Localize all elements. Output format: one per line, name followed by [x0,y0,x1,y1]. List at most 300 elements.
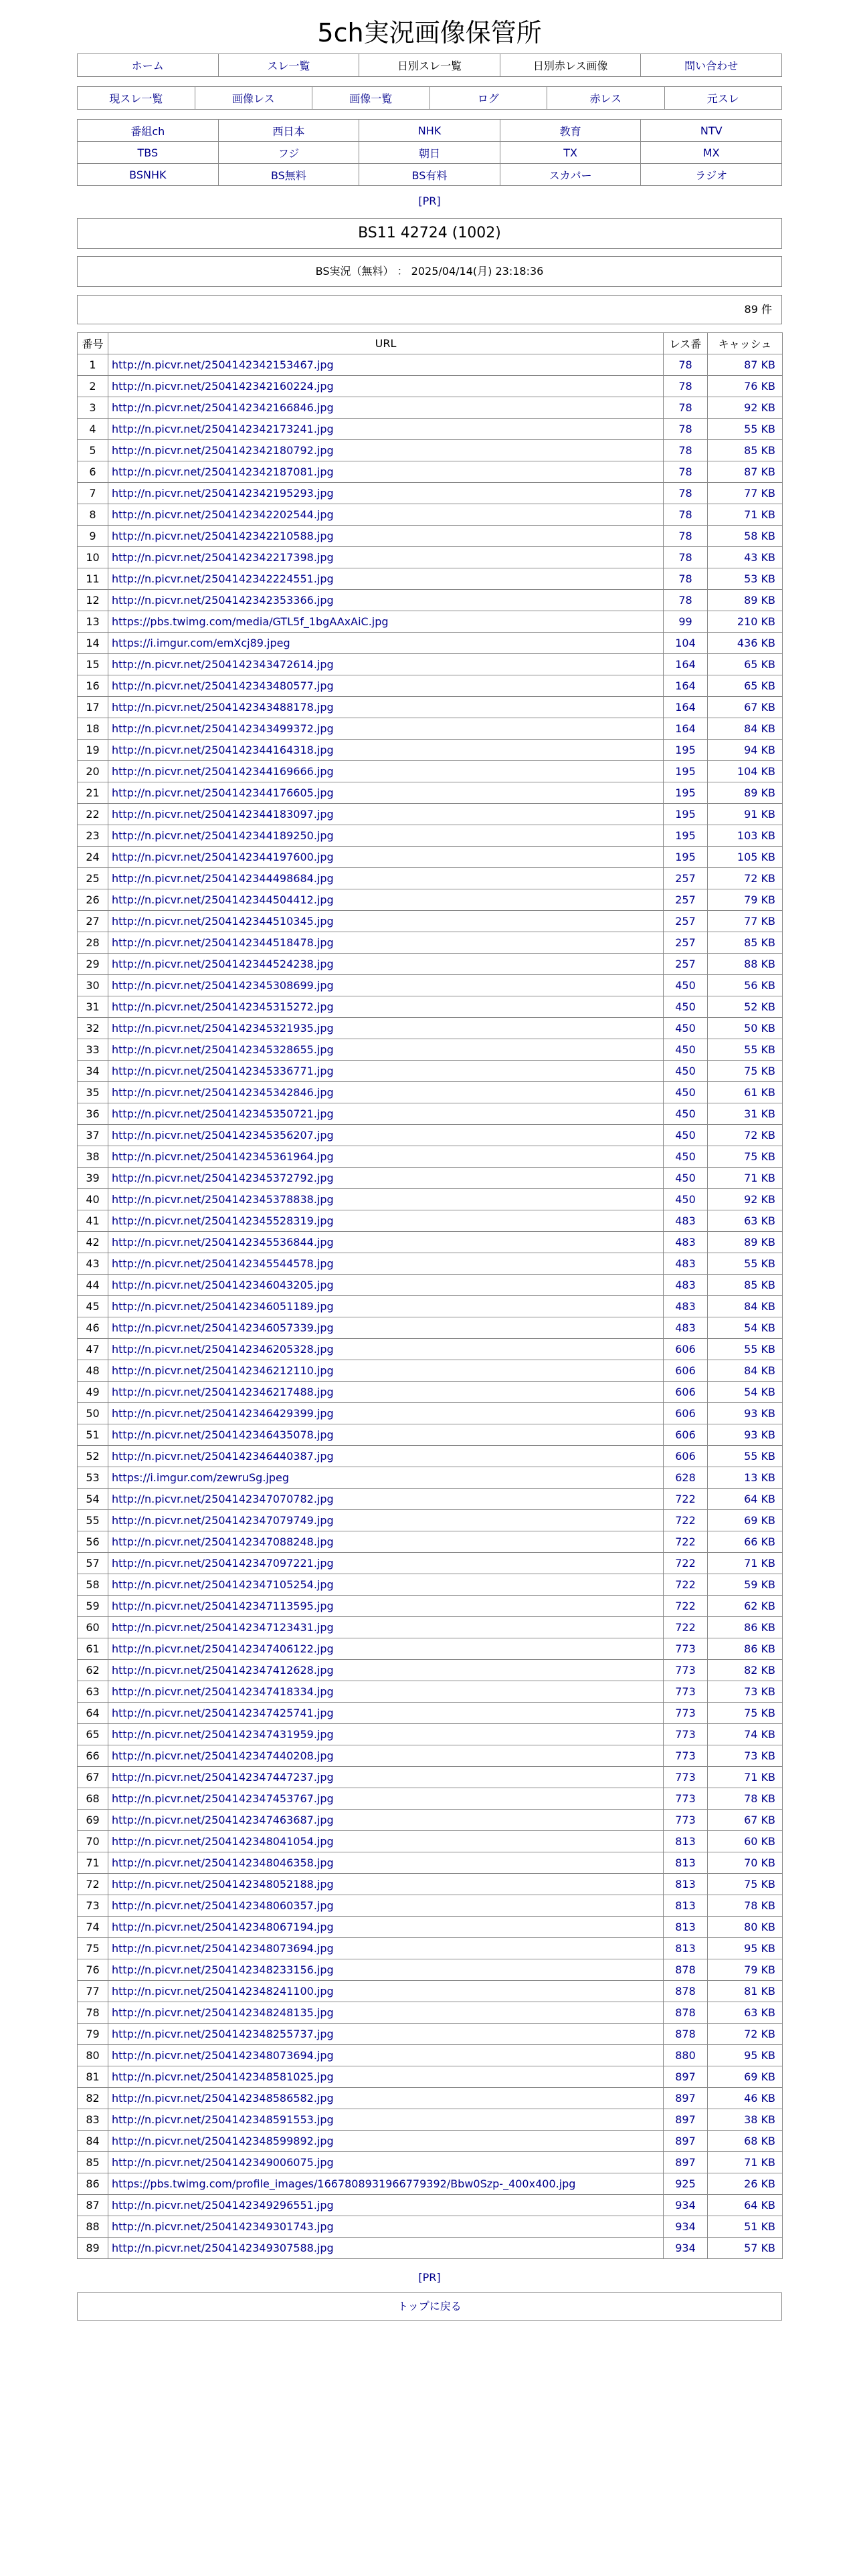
cache-link[interactable]: 82 KB [744,1664,775,1677]
image-url-link[interactable]: http://n.picvr.net/2504142343480577.jpg [112,679,334,692]
image-url-link[interactable]: http://n.picvr.net/2504142344504412.jpg [112,893,334,906]
primary-nav-link[interactable]: スレ一覧 [267,60,310,72]
image-url-link[interactable]: http://n.picvr.net/2504142345528319.jpg [112,1214,334,1227]
cache-link[interactable]: 52 KB [744,1000,775,1013]
image-url-link[interactable]: http://n.picvr.net/2504142345315272.jpg [112,1000,334,1013]
res-number-link[interactable]: 813 [675,1835,696,1848]
res-number-link[interactable]: 722 [675,1535,696,1548]
cache-link[interactable]: 54 KB [744,1321,775,1334]
cache-link[interactable]: 81 KB [744,1985,775,1998]
res-number-link[interactable]: 880 [675,2049,696,2062]
res-number-link[interactable]: 606 [675,1407,696,1420]
cache-link[interactable]: 55 KB [744,423,775,435]
image-url-link[interactable]: http://n.picvr.net/2504142346435078.jpg [112,1428,334,1441]
image-url-link[interactable]: http://n.picvr.net/2504142347463687.jpg [112,1814,334,1826]
image-url-link[interactable]: http://n.picvr.net/2504142348046358.jpg [112,1856,334,1869]
image-url-link[interactable]: http://n.picvr.net/2504142348581025.jpg [112,2070,334,2083]
image-url-link[interactable]: http://n.picvr.net/2504142348052188.jpg [112,1878,334,1891]
primary-nav-cell[interactable] [78,54,219,77]
cache-link[interactable]: 87 KB [744,358,775,371]
image-url-link[interactable]: http://n.picvr.net/2504142349006075.jpg [112,2156,334,2169]
res-number-link[interactable]: 78 [678,380,692,393]
res-number-link[interactable]: 78 [678,358,692,371]
res-number-link[interactable]: 78 [678,530,692,542]
cache-link[interactable]: 89 KB [744,786,775,799]
res-number-link[interactable]: 450 [675,1043,696,1056]
cache-link[interactable]: 67 KB [744,701,775,714]
channel-cell[interactable] [641,120,782,142]
res-number-link[interactable]: 773 [675,1664,696,1677]
cache-link[interactable]: 55 KB [744,1257,775,1270]
cache-link[interactable]: 65 KB [744,658,775,671]
image-url-link[interactable]: http://n.picvr.net/2504142347406122.jpg [112,1642,334,1655]
channel-link[interactable]: ラジオ [695,169,728,182]
res-number-link[interactable]: 164 [675,701,696,714]
image-url-link[interactable]: https://pbs.twimg.com/profile_images/1667808931966779392/Bbw0Szp-_400x400.jpg [112,2177,576,2190]
channel-cell[interactable] [641,164,782,186]
cache-link[interactable]: 55 KB [744,1450,775,1463]
cache-link[interactable]: 67 KB [744,1814,775,1826]
cache-link[interactable]: 86 KB [744,1642,775,1655]
res-number-link[interactable]: 78 [678,551,692,564]
image-url-link[interactable]: http://n.picvr.net/2504142342187081.jpg [112,465,334,478]
cache-link[interactable]: 210 KB [737,615,775,628]
res-number-link[interactable]: 450 [675,1129,696,1142]
res-number-link[interactable]: 483 [675,1236,696,1249]
image-url-link[interactable]: https://pbs.twimg.com/media/GTL5f_1bgAAxAiC.jpg [112,615,389,628]
secondary-nav-link[interactable]: 画像レス [231,92,275,105]
cache-link[interactable]: 75 KB [744,1150,775,1163]
res-number-link[interactable]: 78 [678,465,692,478]
res-number-link[interactable]: 628 [675,1471,696,1484]
res-number-link[interactable]: 813 [675,1878,696,1891]
cache-link[interactable]: 69 KB [744,1514,775,1527]
res-number-link[interactable]: 78 [678,487,692,500]
image-url-link[interactable]: http://n.picvr.net/2504142348067194.jpg [112,1921,334,1933]
image-url-link[interactable]: http://n.picvr.net/2504142342153467.jpg [112,358,334,371]
cache-link[interactable]: 71 KB [744,1172,775,1184]
image-url-link[interactable]: http://n.picvr.net/2504142347412628.jpg [112,1664,334,1677]
cache-link[interactable]: 95 KB [744,1942,775,1955]
res-number-link[interactable]: 878 [675,1963,696,1976]
cache-link[interactable]: 63 KB [744,1214,775,1227]
cache-link[interactable]: 75 KB [744,1065,775,1077]
primary-nav-link[interactable]: ホーム [131,60,164,72]
channel-link[interactable]: MX [702,146,720,159]
res-number-link[interactable]: 104 [675,637,696,649]
image-url-link[interactable]: http://n.picvr.net/2504142345321935.jpg [112,1022,334,1035]
cache-link[interactable]: 80 KB [744,1921,775,1933]
res-number-link[interactable]: 450 [675,1150,696,1163]
image-url-link[interactable]: https://i.imgur.com/emXcj89.jpeg [112,637,290,649]
cache-link[interactable]: 77 KB [744,487,775,500]
channel-link[interactable]: BS有料 [411,169,448,182]
cache-link[interactable]: 59 KB [744,1578,775,1591]
image-url-link[interactable]: http://n.picvr.net/2504142347113595.jpg [112,1600,334,1612]
cache-link[interactable]: 105 KB [737,851,775,863]
image-url-link[interactable]: http://n.picvr.net/2504142347431959.jpg [112,1728,334,1741]
secondary-nav-link[interactable]: 画像一覧 [349,92,393,105]
image-url-link[interactable]: http://n.picvr.net/2504142345336771.jpg [112,1065,334,1077]
image-url-link[interactable]: http://n.picvr.net/2504142347079749.jpg [112,1514,334,1527]
image-url-link[interactable]: http://n.picvr.net/2504142342180792.jpg [112,444,334,457]
secondary-nav-link[interactable]: ログ [477,92,499,105]
image-url-link[interactable]: http://n.picvr.net/2504142347123431.jpg [112,1621,334,1634]
cache-link[interactable]: 58 KB [744,530,775,542]
cache-link[interactable]: 75 KB [744,1707,775,1719]
res-number-link[interactable]: 934 [675,2220,696,2233]
cache-link[interactable]: 72 KB [744,1129,775,1142]
cache-link[interactable]: 64 KB [744,1493,775,1505]
image-url-link[interactable]: http://n.picvr.net/2504142347425741.jpg [112,1707,334,1719]
res-number-link[interactable]: 773 [675,1707,696,1719]
image-url-link[interactable]: http://n.picvr.net/2504142346043205.jpg [112,1279,334,1291]
channel-link[interactable]: BSNHK [129,168,167,181]
channel-cell[interactable] [641,142,782,164]
cache-link[interactable]: 84 KB [744,1364,775,1377]
image-url-link[interactable]: http://n.picvr.net/2504142348586582.jpg [112,2092,334,2105]
res-number-link[interactable]: 450 [675,1172,696,1184]
channel-link[interactable]: TX [563,146,577,159]
res-number-link[interactable]: 773 [675,1728,696,1741]
cache-link[interactable]: 86 KB [744,1621,775,1634]
res-number-link[interactable]: 722 [675,1578,696,1591]
footer-pr-link[interactable]: [PR] [418,2271,441,2284]
cache-link[interactable]: 74 KB [744,1728,775,1741]
cache-link[interactable]: 65 KB [744,679,775,692]
cache-link[interactable]: 71 KB [744,2156,775,2169]
channel-cell[interactable] [359,142,500,164]
primary-nav-link[interactable]: 問い合わせ [684,60,739,72]
channel-cell[interactable] [218,120,359,142]
image-url-link[interactable]: http://n.picvr.net/2504142346051189.jpg [112,1300,334,1313]
cache-link[interactable]: 68 KB [744,2135,775,2147]
image-url-link[interactable]: http://n.picvr.net/2504142349301743.jpg [112,2220,334,2233]
cache-link[interactable]: 76 KB [744,380,775,393]
cache-link[interactable]: 84 KB [744,722,775,735]
image-url-link[interactable]: http://n.picvr.net/2504142345308699.jpg [112,979,334,992]
primary-nav-cell[interactable] [641,54,782,77]
res-number-link[interactable]: 195 [675,851,696,863]
res-number-link[interactable]: 78 [678,401,692,414]
image-url-link[interactable]: http://n.picvr.net/2504142342224551.jpg [112,572,334,585]
cache-link[interactable]: 87 KB [744,465,775,478]
res-number-link[interactable]: 78 [678,508,692,521]
res-number-link[interactable]: 78 [678,444,692,457]
res-number-link[interactable]: 813 [675,1921,696,1933]
image-url-link[interactable]: http://n.picvr.net/2504142347097221.jpg [112,1557,334,1570]
channel-link[interactable]: 西日本 [272,124,305,138]
cache-link[interactable]: 73 KB [744,1685,775,1698]
res-number-link[interactable]: 78 [678,423,692,435]
cache-link[interactable]: 66 KB [744,1535,775,1548]
image-url-link[interactable]: http://n.picvr.net/2504142346205328.jpg [112,1343,334,1356]
channel-cell[interactable] [78,164,219,186]
cache-link[interactable]: 91 KB [744,808,775,821]
secondary-nav-cell[interactable] [78,87,195,110]
cache-link[interactable]: 78 KB [744,1899,775,1912]
res-number-link[interactable]: 164 [675,658,696,671]
image-url-link[interactable]: http://n.picvr.net/2504142342353366.jpg [112,594,334,607]
secondary-nav-cell[interactable] [312,87,430,110]
res-number-link[interactable]: 934 [675,2199,696,2212]
res-number-link[interactable]: 78 [678,572,692,585]
res-number-link[interactable]: 897 [675,2135,696,2147]
res-number-link[interactable]: 257 [675,872,696,885]
image-url-link[interactable]: http://n.picvr.net/2504142347418334.jpg [112,1685,334,1698]
res-number-link[interactable]: 934 [675,2242,696,2254]
res-number-link[interactable]: 450 [675,1193,696,1206]
channel-cell[interactable] [500,120,641,142]
cache-link[interactable]: 93 KB [744,1407,775,1420]
image-url-link[interactable]: http://n.picvr.net/2504142348041054.jpg [112,1835,334,1848]
primary-nav-cell[interactable] [218,54,359,77]
res-number-link[interactable]: 878 [675,2028,696,2040]
res-number-link[interactable]: 897 [675,2156,696,2169]
image-url-link[interactable]: http://n.picvr.net/2504142345342846.jpg [112,1086,334,1099]
res-number-link[interactable]: 483 [675,1257,696,1270]
image-url-link[interactable]: http://n.picvr.net/2504142347453767.jpg [112,1792,334,1805]
image-url-link[interactable]: http://n.picvr.net/2504142344197600.jpg [112,851,334,863]
cache-link[interactable]: 79 KB [744,1963,775,1976]
cache-link[interactable]: 77 KB [744,915,775,928]
image-url-link[interactable]: http://n.picvr.net/2504142348073694.jpg [112,1942,334,1955]
image-url-link[interactable]: http://n.picvr.net/2504142348255737.jpg [112,2028,334,2040]
image-url-link[interactable]: http://n.picvr.net/2504142345544578.jpg [112,1257,334,1270]
image-url-link[interactable]: http://n.picvr.net/2504142347440208.jpg [112,1749,334,1762]
res-number-link[interactable]: 195 [675,765,696,778]
cache-link[interactable]: 64 KB [744,2199,775,2212]
cache-link[interactable]: 88 KB [744,958,775,970]
res-number-link[interactable]: 164 [675,679,696,692]
image-url-link[interactable]: http://n.picvr.net/2504142342173241.jpg [112,423,334,435]
image-url-link[interactable]: http://n.picvr.net/2504142343488178.jpg [112,701,334,714]
channel-cell[interactable] [218,142,359,164]
res-number-link[interactable]: 722 [675,1600,696,1612]
image-url-link[interactable]: http://n.picvr.net/2504142347105254.jpg [112,1578,334,1591]
image-url-link[interactable]: http://n.picvr.net/2504142342210588.jpg [112,530,334,542]
res-number-link[interactable]: 483 [675,1321,696,1334]
channel-link[interactable]: NHK [417,124,442,137]
image-url-link[interactable]: http://n.picvr.net/2504142346440387.jpg [112,1450,334,1463]
res-number-link[interactable]: 878 [675,1985,696,1998]
channel-cell[interactable] [218,164,359,186]
image-url-link[interactable]: http://n.picvr.net/2504142347088248.jpg [112,1535,334,1548]
secondary-nav-cell[interactable] [547,87,665,110]
res-number-link[interactable]: 773 [675,1792,696,1805]
channel-cell[interactable] [500,164,641,186]
cache-link[interactable]: 61 KB [744,1086,775,1099]
channel-cell[interactable] [500,142,641,164]
cache-link[interactable]: 85 KB [744,1279,775,1291]
res-number-link[interactable]: 164 [675,722,696,735]
res-number-link[interactable]: 195 [675,744,696,756]
image-url-link[interactable]: http://n.picvr.net/2504142343472614.jpg [112,658,334,671]
cache-link[interactable]: 72 KB [744,872,775,885]
res-number-link[interactable]: 897 [675,2092,696,2105]
image-url-link[interactable]: http://n.picvr.net/2504142345361964.jpg [112,1150,334,1163]
channel-link[interactable]: フジ [278,146,300,160]
res-number-link[interactable]: 606 [675,1386,696,1398]
res-number-link[interactable]: 257 [675,936,696,949]
res-number-link[interactable]: 257 [675,958,696,970]
image-url-link[interactable]: http://n.picvr.net/2504142348060357.jpg [112,1899,334,1912]
cache-link[interactable]: 85 KB [744,444,775,457]
cache-link[interactable]: 79 KB [744,893,775,906]
image-url-link[interactable]: http://n.picvr.net/2504142342217398.jpg [112,551,334,564]
cache-link[interactable]: 75 KB [744,1878,775,1891]
image-url-link[interactable]: http://n.picvr.net/2504142348233156.jpg [112,1963,334,1976]
image-url-link[interactable]: http://n.picvr.net/2504142345350721.jpg [112,1107,334,1120]
image-url-link[interactable]: http://n.picvr.net/2504142342160224.jpg [112,380,334,393]
cache-link[interactable]: 13 KB [744,1471,775,1484]
res-number-link[interactable]: 257 [675,915,696,928]
image-url-link[interactable]: http://n.picvr.net/2504142344183097.jpg [112,808,334,821]
image-url-link[interactable]: http://n.picvr.net/2504142347070782.jpg [112,1493,334,1505]
cache-link[interactable]: 95 KB [744,2049,775,2062]
res-number-link[interactable]: 99 [678,615,692,628]
res-number-link[interactable]: 483 [675,1279,696,1291]
cache-link[interactable]: 72 KB [744,2028,775,2040]
image-url-link[interactable]: http://n.picvr.net/2504142346212110.jpg [112,1364,334,1377]
res-number-link[interactable]: 450 [675,1086,696,1099]
secondary-nav-link[interactable]: 赤レス [589,92,622,105]
cache-link[interactable]: 89 KB [744,1236,775,1249]
image-url-link[interactable]: http://n.picvr.net/2504142345378838.jpg [112,1193,334,1206]
res-number-link[interactable]: 773 [675,1749,696,1762]
image-url-link[interactable]: http://n.picvr.net/2504142344510345.jpg [112,915,334,928]
cache-link[interactable]: 51 KB [744,2220,775,2233]
image-url-link[interactable]: http://n.picvr.net/2504142344169666.jpg [112,765,334,778]
res-number-link[interactable]: 195 [675,829,696,842]
res-number-link[interactable]: 257 [675,893,696,906]
res-number-link[interactable]: 813 [675,1942,696,1955]
cache-link[interactable]: 93 KB [744,1428,775,1441]
res-number-link[interactable]: 606 [675,1364,696,1377]
res-number-link[interactable]: 722 [675,1557,696,1570]
channel-link[interactable]: NTV [700,124,723,137]
cache-link[interactable]: 73 KB [744,1749,775,1762]
res-number-link[interactable]: 606 [675,1428,696,1441]
res-number-link[interactable]: 450 [675,1000,696,1013]
res-number-link[interactable]: 722 [675,1514,696,1527]
cache-link[interactable]: 56 KB [744,979,775,992]
image-url-link[interactable]: http://n.picvr.net/2504142348241100.jpg [112,1985,334,1998]
res-number-link[interactable]: 195 [675,808,696,821]
res-number-link[interactable]: 195 [675,786,696,799]
cache-link[interactable]: 55 KB [744,1343,775,1356]
res-number-link[interactable]: 878 [675,2006,696,2019]
image-url-link[interactable]: http://n.picvr.net/2504142344524238.jpg [112,958,334,970]
cache-link[interactable]: 94 KB [744,744,775,756]
cache-link[interactable]: 89 KB [744,594,775,607]
image-url-link[interactable]: http://n.picvr.net/2504142346217488.jpg [112,1386,334,1398]
image-url-link[interactable]: http://n.picvr.net/2504142344189250.jpg [112,829,334,842]
channel-cell[interactable] [359,120,500,142]
image-url-link[interactable]: http://n.picvr.net/2504142348599892.jpg [112,2135,334,2147]
image-url-link[interactable]: http://n.picvr.net/2504142345328655.jpg [112,1043,334,1056]
cache-link[interactable]: 26 KB [744,2177,775,2190]
cache-link[interactable]: 38 KB [744,2113,775,2126]
cache-link[interactable]: 71 KB [744,1557,775,1570]
image-url-link[interactable]: http://n.picvr.net/2504142349296551.jpg [112,2199,334,2212]
image-url-link[interactable]: http://n.picvr.net/2504142348073694.jpg [112,2049,334,2062]
res-number-link[interactable]: 722 [675,1621,696,1634]
res-number-link[interactable]: 606 [675,1450,696,1463]
image-url-link[interactable]: https://i.imgur.com/zewruSg.jpeg [112,1471,290,1484]
cache-link[interactable]: 63 KB [744,2006,775,2019]
res-number-link[interactable]: 450 [675,1065,696,1077]
cache-link[interactable]: 436 KB [737,637,775,649]
cache-link[interactable]: 92 KB [744,1193,775,1206]
cache-link[interactable]: 62 KB [744,1600,775,1612]
cache-link[interactable]: 53 KB [744,572,775,585]
cache-link[interactable]: 78 KB [744,1792,775,1805]
res-number-link[interactable]: 773 [675,1642,696,1655]
channel-link[interactable]: 教育 [559,124,581,138]
secondary-nav-cell[interactable] [664,87,782,110]
res-number-link[interactable]: 773 [675,1771,696,1784]
res-number-link[interactable]: 897 [675,2070,696,2083]
cache-link[interactable]: 55 KB [744,1043,775,1056]
cache-link[interactable]: 71 KB [744,1771,775,1784]
res-number-link[interactable]: 813 [675,1856,696,1869]
res-number-link[interactable]: 78 [678,594,692,607]
res-number-link[interactable]: 722 [675,1493,696,1505]
res-number-link[interactable]: 450 [675,1022,696,1035]
secondary-nav-link[interactable]: 現スレ一覧 [109,92,163,105]
cache-link[interactable]: 69 KB [744,2070,775,2083]
image-url-link[interactable]: http://n.picvr.net/2504142346429399.jpg [112,1407,334,1420]
image-url-link[interactable]: http://n.picvr.net/2504142342166846.jpg [112,401,334,414]
secondary-nav-cell[interactable] [195,87,312,110]
image-url-link[interactable]: http://n.picvr.net/2504142348591553.jpg [112,2113,334,2126]
image-url-link[interactable]: http://n.picvr.net/2504142345356207.jpg [112,1129,334,1142]
cache-link[interactable]: 70 KB [744,1856,775,1869]
cache-link[interactable]: 84 KB [744,1300,775,1313]
channel-cell[interactable] [78,142,219,164]
cache-link[interactable]: 104 KB [737,765,775,778]
cache-link[interactable]: 46 KB [744,2092,775,2105]
res-number-link[interactable]: 483 [675,1214,696,1227]
channel-cell[interactable] [78,120,219,142]
res-number-link[interactable]: 773 [675,1814,696,1826]
image-url-link[interactable]: http://n.picvr.net/2504142348248135.jpg [112,2006,334,2019]
channel-cell[interactable] [359,164,500,186]
res-number-link[interactable]: 897 [675,2113,696,2126]
cache-link[interactable]: 31 KB [744,1107,775,1120]
image-url-link[interactable]: http://n.picvr.net/2504142344164318.jpg [112,744,334,756]
res-number-link[interactable]: 925 [675,2177,696,2190]
image-url-link[interactable]: http://n.picvr.net/2504142345536844.jpg [112,1236,334,1249]
res-number-link[interactable]: 606 [675,1343,696,1356]
res-number-link[interactable]: 483 [675,1300,696,1313]
cache-link[interactable]: 57 KB [744,2242,775,2254]
cache-link[interactable]: 54 KB [744,1386,775,1398]
back-to-top-link[interactable]: トップに戻る [397,2300,462,2313]
secondary-nav-cell[interactable] [430,87,547,110]
pr-link[interactable]: [PR] [418,195,441,207]
cache-link[interactable]: 85 KB [744,936,775,949]
image-url-link[interactable]: http://n.picvr.net/2504142349307588.jpg [112,2242,334,2254]
image-url-link[interactable]: http://n.picvr.net/2504142347447237.jpg [112,1771,334,1784]
image-url-link[interactable]: http://n.picvr.net/2504142344498684.jpg [112,872,334,885]
cache-link[interactable]: 60 KB [744,1835,775,1848]
channel-link[interactable]: 番組ch [130,124,165,138]
channel-link[interactable]: BS無料 [270,169,306,182]
channel-link[interactable]: 朝日 [418,146,440,160]
cache-link[interactable]: 71 KB [744,508,775,521]
